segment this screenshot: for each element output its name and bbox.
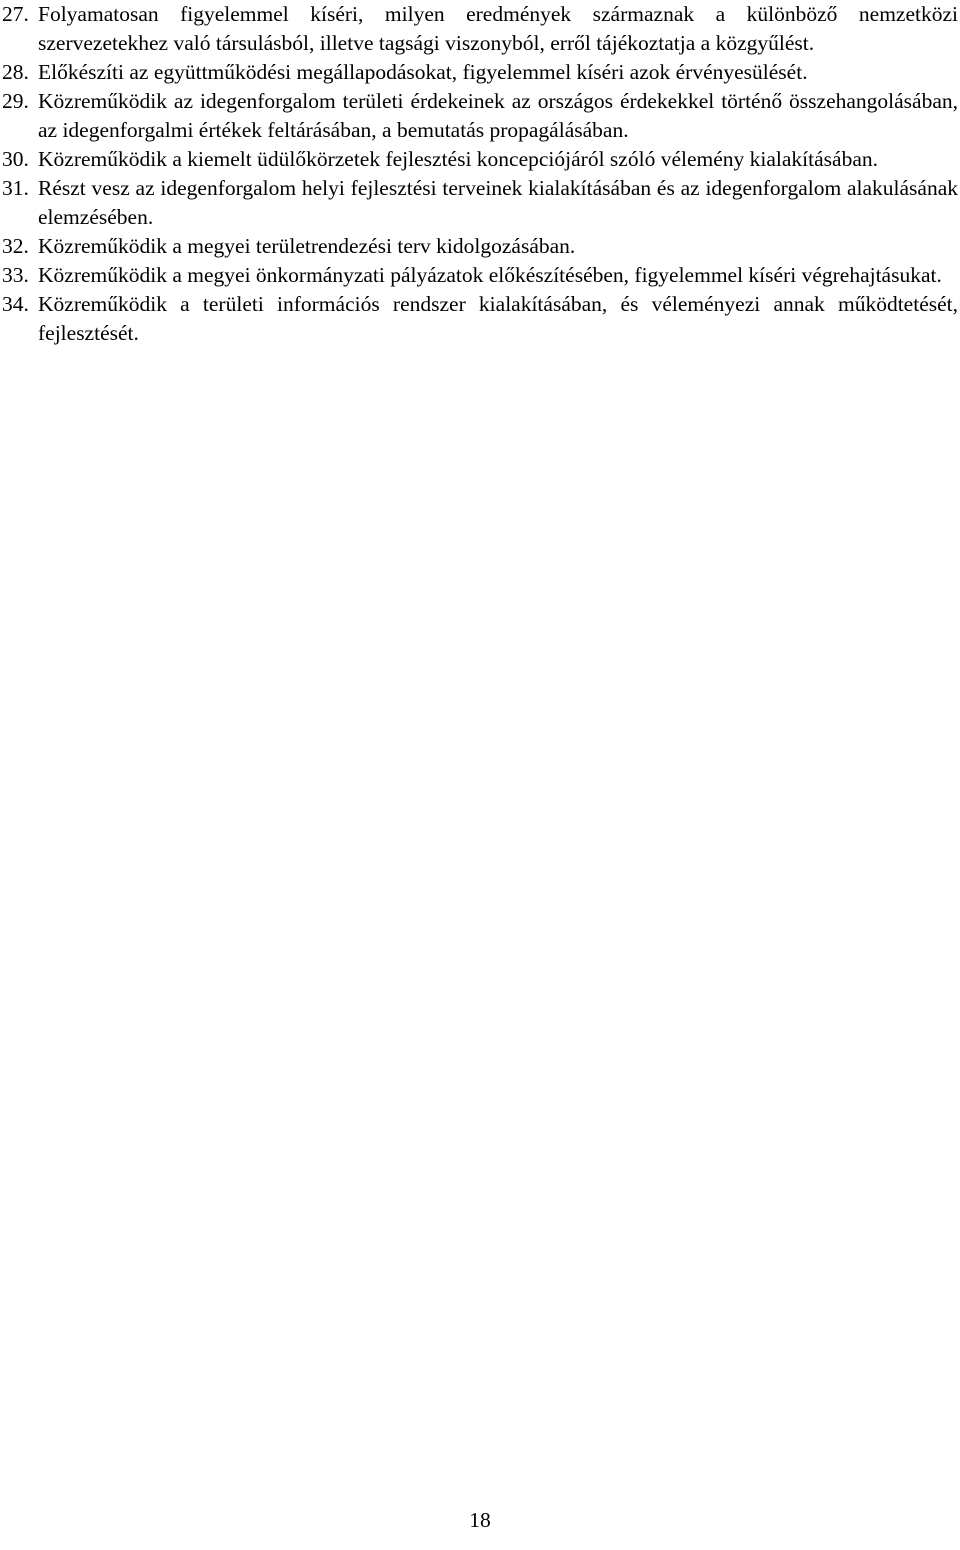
item-text: Közreműködik az idegenforgalom területi érdekeinek az országos érdekekkel történő összehangolásában, az idegenforgalmi értékek feltárásában, a bemutatás propagálásában. [38,89,958,142]
item-text: Közreműködik a kiemelt üdülőkörzetek fejlesztési koncepciójáról szóló vélemény kialakításában. [38,147,878,171]
item-number: 31. [2,176,29,200]
list-item [2,290,958,348]
numbered-list [2,0,958,348]
list-item [2,232,958,261]
item-text: Részt vesz az idegenforgalom helyi fejlesztési terveinek kialakításában és az idegenforgalom alakulásának elemzésében. [38,176,958,229]
item-text: Folyamatosan figyelemmel kíséri, milyen eredmények származnak a különböző nemzetközi szervezetekhez való társulásból, illetve tagsági viszonyból, erről tájékoztatja a közgyűlést. [38,2,958,55]
list-item [2,58,958,87]
item-number: 32. [2,234,29,258]
item-number: 27. [2,2,29,26]
item-text: Közreműködik a területi információs rendszer kialakításában, és véleményezi annak működtetését, fejlesztését. [38,292,958,345]
list-item [2,174,958,232]
item-text: Előkészíti az együttműködési megállapodásokat, figyelemmel kíséri azok érvényesülését. [38,60,808,84]
item-text: Közreműködik a megyei önkormányzati pályázatok előkészítésében, figyelemmel kíséri végrehajtásukat. [38,263,942,287]
item-text: Közreműködik a megyei területrendezési terv kidolgozásában. [38,234,576,258]
list-item [2,145,958,174]
item-number: 33. [2,263,29,287]
list-item [2,0,958,58]
list-item [2,87,958,145]
item-number: 30. [2,147,29,171]
item-number: 28. [2,60,29,84]
item-number: 34. [2,292,29,316]
list-item [2,261,958,290]
page-number: 18 [469,1508,491,1532]
item-number: 29. [2,89,29,113]
